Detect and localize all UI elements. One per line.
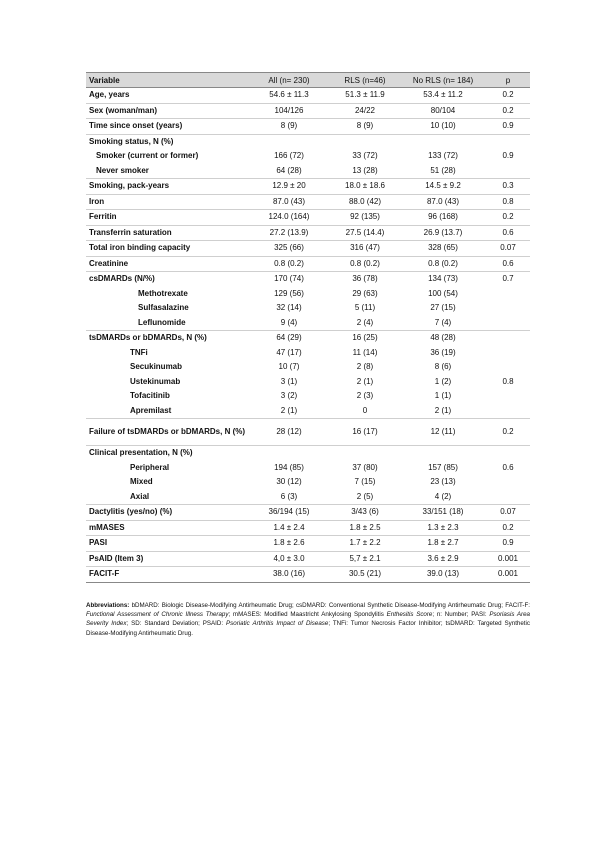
table-body <box>86 88 530 583</box>
cell-rls: 51.3 ± 11.9 <box>345 90 385 100</box>
cell-rls: 13 (28) <box>352 165 378 175</box>
footnote-part: Psoriatic Arthritis Impact of Disease <box>226 620 329 628</box>
footnote-part: Enthesitis Score <box>386 611 433 619</box>
cell-variable: PsAID (Item 3) <box>86 551 248 567</box>
cell-p: 0.9 <box>502 151 514 161</box>
footnote-part: ; n: Number; PASI: <box>432 611 490 619</box>
cell-p <box>486 331 530 346</box>
cell-no-rls: 39.0 (13) <box>400 567 486 583</box>
cell-p: 0.6 <box>502 462 514 472</box>
cell-all: 129 (56) <box>274 288 304 298</box>
cell-all <box>248 446 330 461</box>
cell-all: 3 (1) <box>280 376 298 386</box>
cell-variable: Clinical presentation, N (%) <box>86 446 248 461</box>
cell-no-rls: 2 (1) <box>434 405 452 415</box>
cell-no-rls: 157 (85) <box>428 462 458 472</box>
cell-rls: 92 (135) <box>330 210 400 226</box>
cell-p: 0.2 <box>486 103 530 119</box>
cell-no-rls: 100 (54) <box>428 288 458 298</box>
table-row <box>86 490 530 505</box>
footnote-text <box>86 602 530 637</box>
footnote-heading: Abbreviations: <box>86 602 130 609</box>
table-row <box>86 225 530 241</box>
cell-rls: 5 (11) <box>354 303 376 313</box>
cell-no-rls: 87.0 (43) <box>400 194 486 210</box>
footnote-part: ; mMASES: Modified Maastricht Ankylosing Spondylitis <box>228 611 387 619</box>
table-row <box>86 301 530 316</box>
cell-p: 0.001 <box>486 551 530 567</box>
table-row <box>86 567 530 583</box>
table-row <box>86 119 530 135</box>
cell-all: 9 (4) <box>280 317 298 327</box>
table-row <box>86 375 530 390</box>
cell-p: 0.2 <box>502 90 514 100</box>
cell-variable: Axial <box>130 491 150 501</box>
table-row <box>86 272 530 287</box>
cell-p: 0.2 <box>486 210 530 226</box>
cell-rls: 29 (63) <box>352 288 378 298</box>
cell-all: 64 (29) <box>248 331 330 346</box>
table-row <box>86 134 530 149</box>
cell-all: 194 (85) <box>274 462 304 472</box>
table-row <box>86 88 530 104</box>
cell-p <box>486 389 530 404</box>
cell-p <box>486 164 530 179</box>
footnote-part: ; SD: Standard Deviation; PSAID: <box>126 620 227 628</box>
cell-rls <box>330 134 400 149</box>
cell-all: 124.0 (164) <box>248 210 330 226</box>
cell-all: 36/194 (15) <box>248 505 330 521</box>
cell-all: 8 (9) <box>248 119 330 135</box>
table-row <box>86 389 530 404</box>
cell-all: 27.2 (13.9) <box>248 225 330 241</box>
cell-rls: 18.0 ± 18.6 <box>330 179 400 195</box>
cell-variable: Total iron binding capacity <box>86 241 248 257</box>
cell-rls: 316 (47) <box>330 241 400 257</box>
cell-rls: 11 (14) <box>352 347 378 357</box>
cell-all: 10 (7) <box>278 362 300 372</box>
cell-no-rls: 96 (168) <box>400 210 486 226</box>
cell-no-rls: 36 (19) <box>430 347 456 357</box>
cell-no-rls: 1 (2) <box>434 376 452 386</box>
cell-variable: Smoking, pack-years <box>86 179 248 195</box>
cell-all: 30 (12) <box>276 477 302 487</box>
cell-rls: 7 (15) <box>354 477 376 487</box>
results-table-container <box>86 72 530 583</box>
abbreviations-footnote <box>86 601 530 638</box>
cell-p: 0.6 <box>486 256 530 272</box>
cell-p: 0.7 <box>486 272 530 287</box>
cell-no-rls <box>400 446 486 461</box>
cell-p: 0.2 <box>486 419 530 446</box>
cell-variable: Peripheral <box>130 462 170 472</box>
table-row <box>86 346 530 361</box>
cell-all: 104/126 <box>248 103 330 119</box>
table-row <box>86 210 530 226</box>
cell-no-rls: 328 (65) <box>400 241 486 257</box>
cell-p <box>486 316 530 331</box>
cell-variable: Failure of tsDMARDs or bDMARDs, N (%) <box>86 419 248 446</box>
cell-no-rls: 0.8 (0.2) <box>400 256 486 272</box>
cell-all: 47 (17) <box>276 347 302 357</box>
cell-all: 6 (3) <box>280 491 298 501</box>
cell-variable: Leflunomide <box>138 317 186 327</box>
cell-p <box>486 346 530 361</box>
results-table <box>86 72 530 583</box>
cell-all: 4,0 ± 3.0 <box>248 551 330 567</box>
table-row <box>86 256 530 272</box>
cell-rls: 0 <box>362 405 368 415</box>
cell-variable: TNFi <box>130 347 148 357</box>
cell-all: 1.8 ± 2.6 <box>248 536 330 552</box>
cell-variable: Age, years <box>89 90 130 100</box>
cell-p: 0.3 <box>486 179 530 195</box>
cell-no-rls: 7 (4) <box>434 317 452 327</box>
header-no-rls: No RLS (n= 184) <box>400 73 486 88</box>
cell-variable: Ustekinumab <box>130 376 181 386</box>
cell-p: 0.9 <box>486 119 530 135</box>
cell-variable: Transferrin saturation <box>86 225 248 241</box>
cell-p: 0.07 <box>486 241 530 257</box>
cell-rls: 88.0 (42) <box>330 194 400 210</box>
cell-no-rls: 23 (13) <box>430 477 456 487</box>
cell-rls: 2 (5) <box>356 491 374 501</box>
cell-all: 32 (14) <box>276 303 302 313</box>
cell-all: 87.0 (43) <box>248 194 330 210</box>
table-row <box>86 446 530 461</box>
cell-rls: 2 (4) <box>356 317 374 327</box>
table-row <box>86 316 530 331</box>
table-row <box>86 194 530 210</box>
cell-rls <box>330 446 400 461</box>
cell-variable: PASI <box>86 536 248 552</box>
cell-p <box>486 360 530 375</box>
table-row <box>86 520 530 536</box>
cell-p <box>486 134 530 149</box>
table-row <box>86 241 530 257</box>
cell-all: 166 (72) <box>274 151 304 161</box>
table-row <box>86 419 530 446</box>
cell-variable: FACIT-F <box>86 567 248 583</box>
table-row <box>86 360 530 375</box>
cell-rls: 1.8 ± 2.5 <box>330 520 400 536</box>
cell-all: 12.9 ± 20 <box>248 179 330 195</box>
cell-rls: 2 (8) <box>356 362 374 372</box>
cell-p <box>486 301 530 316</box>
cell-no-rls: 51 (28) <box>430 165 456 175</box>
cell-no-rls: 12 (11) <box>400 419 486 446</box>
cell-p <box>486 490 530 505</box>
cell-all: 325 (66) <box>248 241 330 257</box>
cell-variable: csDMARDs (N/%) <box>86 272 248 287</box>
cell-no-rls: 26.9 (13.7) <box>400 225 486 241</box>
cell-no-rls: 27 (15) <box>430 303 456 313</box>
cell-variable: tsDMARDs or bDMARDs, N (%) <box>86 331 248 346</box>
cell-p: 0.8 <box>502 376 514 386</box>
cell-p: 0.001 <box>486 567 530 583</box>
cell-rls: 33 (72) <box>352 151 378 161</box>
cell-rls: 5,7 ± 2.1 <box>330 551 400 567</box>
table-row <box>86 475 530 490</box>
footnote-part: ; TNFi: Tumor Necrosis Factor Inhibitor; tsDMARD: Targeted Synthetic Disease-Modifying Antirheumatic Drug. <box>86 620 530 637</box>
cell-variable: Smoker (current or former) <box>96 151 199 161</box>
cell-p: 0.2 <box>486 520 530 536</box>
cell-variable: Time since onset (years) <box>86 119 248 135</box>
cell-no-rls: 10 (10) <box>400 119 486 135</box>
cell-rls: 36 (78) <box>330 272 400 287</box>
cell-no-rls: 4 (2) <box>434 491 452 501</box>
table-row <box>86 179 530 195</box>
cell-variable: Sex (woman/man) <box>86 103 248 119</box>
cell-no-rls: 133 (72) <box>428 151 458 161</box>
cell-variable: Apremilast <box>130 405 172 415</box>
cell-no-rls: 53.4 ± 11.2 <box>423 90 463 100</box>
cell-all: 54.6 ± 11.3 <box>269 90 309 100</box>
cell-variable: Never smoker <box>96 165 149 175</box>
cell-all: 38.0 (16) <box>248 567 330 583</box>
table-row <box>86 331 530 346</box>
cell-rls: 30.5 (21) <box>330 567 400 583</box>
cell-variable: Ferritin <box>86 210 248 226</box>
table-row <box>86 461 530 476</box>
cell-all: 1.4 ± 2.4 <box>248 520 330 536</box>
cell-rls: 37 (80) <box>352 462 378 472</box>
cell-variable: Mixed <box>130 477 153 487</box>
cell-rls: 1.7 ± 2.2 <box>330 536 400 552</box>
cell-all <box>248 134 330 149</box>
cell-variable: Iron <box>86 194 248 210</box>
table-header-row <box>86 73 530 88</box>
cell-all: 3 (2) <box>280 391 298 401</box>
table-row <box>86 505 530 521</box>
cell-p: 0.9 <box>486 536 530 552</box>
cell-all: 170 (74) <box>248 272 330 287</box>
cell-variable: mMASES <box>86 520 248 536</box>
cell-p <box>486 404 530 419</box>
header-rls: RLS (n=46) <box>330 73 400 88</box>
cell-rls: 2 (1) <box>356 376 374 386</box>
cell-all: 2 (1) <box>280 405 298 415</box>
cell-rls: 27.5 (14.4) <box>330 225 400 241</box>
cell-no-rls: 14.5 ± 9.2 <box>400 179 486 195</box>
cell-no-rls: 1.8 ± 2.7 <box>400 536 486 552</box>
cell-p <box>486 287 530 302</box>
cell-rls: 24/22 <box>330 103 400 119</box>
table-row <box>86 287 530 302</box>
cell-all: 64 (28) <box>276 165 302 175</box>
table-row <box>86 103 530 119</box>
table-row <box>86 404 530 419</box>
cell-no-rls: 1.3 ± 2.3 <box>400 520 486 536</box>
cell-variable: Methotrexate <box>138 288 188 298</box>
cell-all: 0.8 (0.2) <box>248 256 330 272</box>
cell-rls: 2 (3) <box>356 391 374 401</box>
cell-all: 28 (12) <box>248 419 330 446</box>
cell-variable: Smoking status, N (%) <box>86 134 248 149</box>
cell-no-rls: 48 (28) <box>400 331 486 346</box>
table-row <box>86 164 530 179</box>
cell-rls: 16 (17) <box>330 419 400 446</box>
cell-no-rls: 33/151 (18) <box>400 505 486 521</box>
table-row <box>86 551 530 567</box>
cell-rls: 3/43 (6) <box>330 505 400 521</box>
cell-rls: 16 (25) <box>330 331 400 346</box>
cell-no-rls: 80/104 <box>400 103 486 119</box>
cell-no-rls: 1 (1) <box>434 391 452 401</box>
cell-variable: Tofacitinib <box>130 391 170 401</box>
cell-no-rls: 8 (6) <box>434 362 452 372</box>
footnote-part: bDMARD: Biologic Disease-Modifying Antirheumatic Drug; csDMARD: Conventional Synthetic Disease-Modifying Antirheumatic Drug; FACIT-F: <box>129 602 530 609</box>
table-row <box>86 536 530 552</box>
footnote-part: Functional Assessment of Chronic Illness Therapy <box>86 611 229 619</box>
cell-no-rls <box>400 134 486 149</box>
cell-p: 0.07 <box>486 505 530 521</box>
header-all: All (n= 230) <box>248 73 330 88</box>
cell-variable: Dactylitis (yes/no) (%) <box>86 505 248 521</box>
cell-p: 0.8 <box>486 194 530 210</box>
cell-no-rls: 134 (73) <box>400 272 486 287</box>
table-row <box>86 149 530 164</box>
footnote-part: Psoriasis Area Severity Index <box>86 611 530 628</box>
header-variable: Variable <box>86 73 248 88</box>
cell-no-rls: 3.6 ± 2.9 <box>400 551 486 567</box>
cell-variable: Secukinumab <box>130 362 183 372</box>
cell-p <box>486 446 530 461</box>
cell-p: 0.6 <box>486 225 530 241</box>
header-p: p <box>486 73 530 88</box>
cell-variable: Sulfasalazine <box>138 303 189 313</box>
cell-rls: 0.8 (0.2) <box>330 256 400 272</box>
cell-p <box>486 475 530 490</box>
cell-variable: Creatinine <box>86 256 248 272</box>
cell-rls: 8 (9) <box>330 119 400 135</box>
